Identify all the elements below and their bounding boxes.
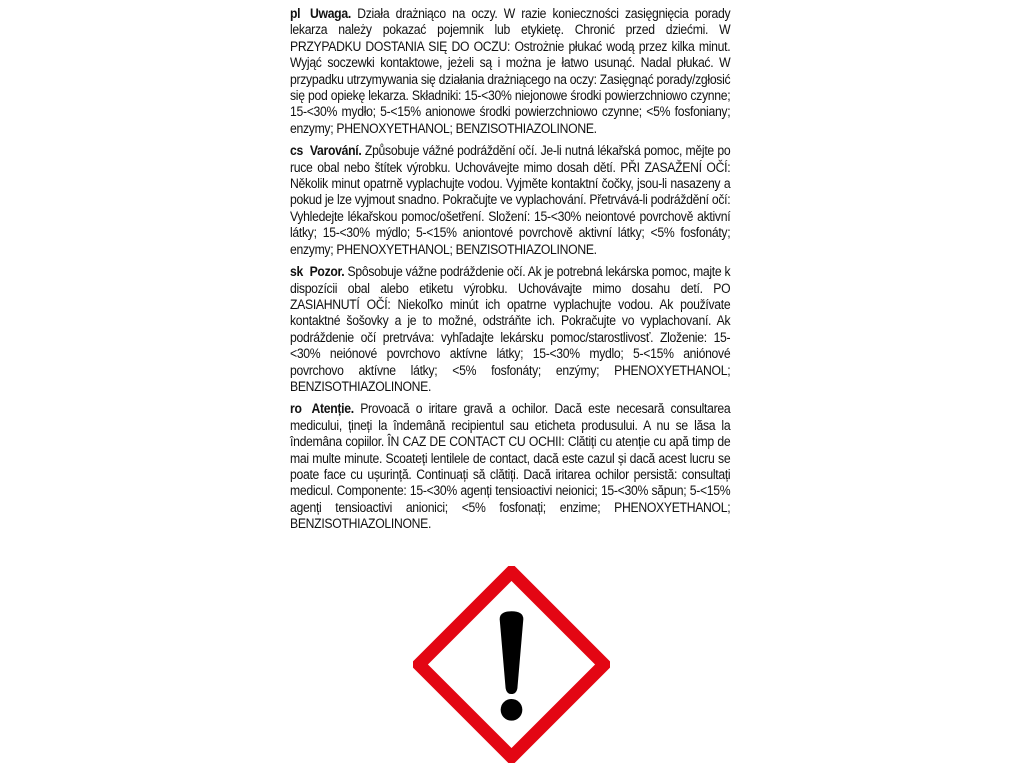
signal-word: Pozor. bbox=[309, 264, 345, 281]
section-text: Provoacă o iritare gravă a ochilor. Dacă este necesară consultarea medicului, țineți la îndemână recipientul sau eticheta produsului. A nu se lăsa la îndemâna copiilor. ÎN CAZ DE CONTACT CU OCHII: Clătiți cu atenție cu apă timp de mai multe minute. Scoateți lentilele de contact, dacă este cazul și dacă acest lucru se poate face cu ușurință. Continuați să clătiți. Dacă iritarea ochilor persistă: consultați medicul. Componente: 15-<30% agenți tensioactivi neionici; 15-<30% săpun; 5-<15% agenți tensioactivi anionici; <5% fosfonați; enzime; PHENOXYETHANOL; BENZISOTHIAZOLINONE. bbox=[290, 401, 731, 533]
section-cs bbox=[290, 143, 730, 258]
section-text: Spôsobuje vážne podráždenie očí. Ak je potrebná lekárska pomoc, majte k dispozícii obal alebo etiketu výrobku. Uchovávajte mimo dosahu detí. PO ZASIAHNUTÍ OČÍ: Niekoľko minút ich opatrne vyplachujte vodou. Ak používate kontaktné šošovky a je to možné, odstráňte ich. Pokračujte vo vyplachovaní. Ak podráždenie očí pretrváva: vyhľadajte lekársku pomoc/starostlivosť. Zloženie: 15-<30% neiónové povrchovo aktívne látky; 15-<30% mydlo; 5-<15% aniónové povrchovo aktívne látky; <5% fosfonáty; enzýmy; PHENOXYETHANOL; BENZISOTHIAZOLINONE. bbox=[290, 264, 731, 395]
signal-word: Varování. bbox=[309, 143, 362, 160]
signal-word: Uwaga. bbox=[309, 6, 351, 22]
language-code: sk bbox=[290, 264, 303, 281]
section-pl bbox=[290, 6, 730, 137]
section-ro bbox=[290, 401, 730, 532]
language-code: ro bbox=[290, 401, 302, 418]
label-text-block bbox=[290, 6, 730, 539]
section-text: Způsobuje vážné podráždění očí. Je-li nutná lékařská pomoc, mějte po ruce obal nebo štítek výrobku. Uchovávejte mimo dosah dětí. PŘI ZASAŽENÍ OČÍ: Několik minut opatrně vyplachujte vodou. Vyjměte kontaktní čočky, jsou-li nasazeny a pokud je lze vyjmout snadno. Pokračujte ve vyplachování. Přetrvává-li podráždění očí: Vyhledejte lékařskou pomoc/ošetření. Složení: 15-<30% neiontové povrchově aktivní látky; 15-<30% mýdlo; 5-<15% aniontové povrchově aktivní látky; <5% fosfonáty; enzymy; PHENOXYETHANOL; BENZISOTHIAZOLINONE. bbox=[290, 143, 731, 258]
hazard-pictogram bbox=[413, 566, 610, 763]
signal-word: Atenție. bbox=[311, 401, 354, 418]
language-code: pl bbox=[290, 6, 301, 22]
section-sk bbox=[290, 264, 730, 395]
exclamation-dot bbox=[501, 699, 523, 721]
language-code: cs bbox=[290, 143, 303, 160]
section-text: Działa drażniąco na oczy. W razie konieczności zasięgnięcia porady lekarza należy pokazać pojemnik lub etykietę. Chronić przed dziećmi. W PRZYPADKU DOSTANIA SIĘ DO OCZU: Ostrożnie płukać wodą przez kilka minut. Wyjąć soczewki kontaktowe, jeżeli są i można je łatwo usunąć. Nadal płukać. W przypadku utrzymywania się działania drażniącego na oczy: Zasięgnąć porady/zgłosić się pod opiekę lekarza. Składniki: 15-<30% niejonowe środki powierzchniowo czynne; 15-<30% mydło; 5-<15% anionowe środki powierzchniowo czynne; <5% fosfoniany; enzymy; PHENOXYETHANOL; BENZISOTHIAZOLINONE. bbox=[290, 6, 731, 137]
